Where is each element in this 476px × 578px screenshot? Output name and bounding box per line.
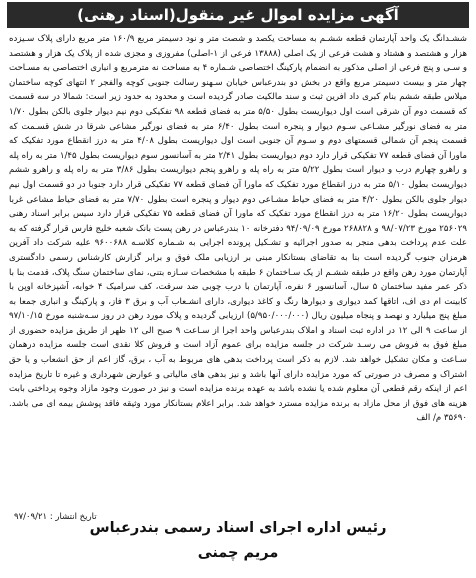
notice-body: ششـدانگ یک واحد آپارتمان قطعه ششـم به مساحت یکصد و شصت متر و نود دسیمتر مربع ۱۶۰/۹ متر مربع دارای پلاک سـیزده هزار و هشتصد و هشتاد و هشت فرعی از یک اصلی (۱۳۸۸۸ فرعی از ۱-اصلی) مفروزی و مجزی شده از پلاک یک هزار و هشتصد و سـی و پنج فرعی از اصلی مذکور به انضمام پارکینگ اختصاصی شـماره ۴ به مساحت نه مترمربع و انباری اختصاصی به مسـاحت چهار متر و بیست دسیمتر مربع واقع در بخش دو بندرعباس خیابان سـهنو رسالت جنوبی کوچه والفجر ۲ انتهای کوچه ساختمان میلاس طبقه ششم بنام کبری داد افرین ثبت و سند مالکیت صادر گردیده است و محدود به حدود زیر است: شمالا در سه قسمت که قسمت دوم آن شرقی است اول دیواریست بطول ۵/۵۰ متر به فضای قطعه ۹۸ تفکیکی دوم نیم دیوار جلوی بالکن بطول ۱/۷۰ متر به فضای نورگیر مشـاعی سـوم دیوار و پنجره است بطول ۶/۴۰ متر به فضای نورگیر مشاعی شرقا در شش قسـمت که قسمت پنجم آن شمالی قسمتهای دوم و سـوم آن جنوبی است اول دیواریست بطول ۴/۰۸ متر به درز انقطاع مورد تفکیک که ماورا آن فضای قطعه ۷۷ تفکیکی قرار دارد دوم دیواریست بطول ۲/۴۱ متر به آسانسور سوم دیواریست بطول ۱/۴۵ متر به راه پله و راهرو چهارم درب و دیوار است بطول ۵/۲۲ متر به راه پله و راهرو پنجم دیواریست بطول ۳/۸۶ متر به راه پله و راهرو ششم دیواریست بطول ۵/۱۰ متر به درز انقطاع مورد تفکیک که ماورا آن فضای قطعه ۷۷ تفکیکی قرار دارد جنوبا در دو قسمت اول نیم دیوار جلوی بالکن بطول ۴/۲۰ متر به فضای حیاط مشـاعی دوم دیوار و پنجره است بطول ۷/۷۰ متر به فضای حیاط مشاعی غربا دیواریست بطول ۱۶/۲۰ متر به درز انقطاع مورد تفکیک که ماورا آن فضای قطعه ۷۵ تفکیکی قرار دارد سیس برابر اسناد رهنی ۲۵۶۰۲۹ مورخ ۹۸/۰۷/۲۳ و ۲۶۸۸۲۸ مورخ ۹۴/۰۹/۰۹ دفترخانه ۱۰ بندرعباس در رهن پست بانک شعبه خلیج فارس قرار گرفته که به علت عدم پرداخت بدهی منجر به صدور اجرائیه و تشـکیل پرونده اجرایی به شـماره کلاسـه ۹۶۰۰۶۸۸ علیه شرکت داد آفرین هرمزان جنوب گردیده است بنا به تقاضای بستانکار مبنی بر ارزیابی ملک فوق و برابر گزارش کارشناس رسمی دادگستری آپارتمان مورد رهن واقع در طبقه ششـم از یک سـاختمان ۶ طبقه با مشخصات سـازه بتنی، نمای ساختمان سنگ پلاک، قدمت بنا با ذکر عمر مفید ساختمان ۵ سال، آسانسور ۶ نفره، آپارتمان با درب چوبی ضد سرقت، کف سرامیک ۴ خوابه، آشپزخانه اوپن با کابینت ام دی اف، اتاقها کمد دیواری و دیوارها رنگ و کاغذ دیواری، دارای انشـعاب آب و برق ۳ فاز، و پارکینگ و انباری جمعا به مبلغ پنج میلیارد و نهصد و پنجاه میلیون ریال (۵/۹۵۰/۰۰۰/۰۰۰) ارزیابی گردیده و پلاک مورد رهن در روز سـه‌شنبه مورخ ۹۷/۱۰/۱۵ از ساعت ۹ الی ۱۲ در اداره ثبت اسناد و املاک بندرعباس واحد اجرا از سـاعت ۹ صبح الی ۱۲ ظهر از طریق مزایده حضوری از مبلغ فوق به فروش می رسـد شرکت در جلسه مزایده برای عموم آزاد است و فروش کلا نقدی است جلسه مزایده درهمان سـاعت و مکان تشکیل خواهد شد. لازم به ذکر است پرداخت بدهی های مربوط به آب ، برق، گاز اعم از حق انشعاب و یا حق اشتراک و مصرف در صورتی که مورد مزایده دارای آنها باشد و نیز بدهی های مالیاتی و عوارض شهرداری و غیره تا تاریخ مزایده اعم از اینکه رقم قطعی آن معلوم شده یا نشده باشد به عهده برنده مزایده است و نیز در صورت وجود مازاد وجوه پرداختی بابت هزینه های فوق از محل مازاد به برنده مزایده مسترد خواهد شد. برابر اعلام بستانکار مورد وثیقه فاقد پوشش بیمه ای می باشد. ۳۵۶۹۰ م/ الف (9, 34, 467, 424)
publish-date: تاریخ انتشار : ۹۷/۰۹/۲۱ (14, 512, 97, 522)
signatory-name: مریم چمنی (197, 545, 279, 561)
auction-notice (0, 2, 476, 578)
notice-title: آگهی مزایده اموال غیر منقول(اسناد رهنی) (7, 2, 469, 28)
issuer-office: رئیس اداره اجرای اسناد رسمی بندرعباس (89, 520, 387, 536)
